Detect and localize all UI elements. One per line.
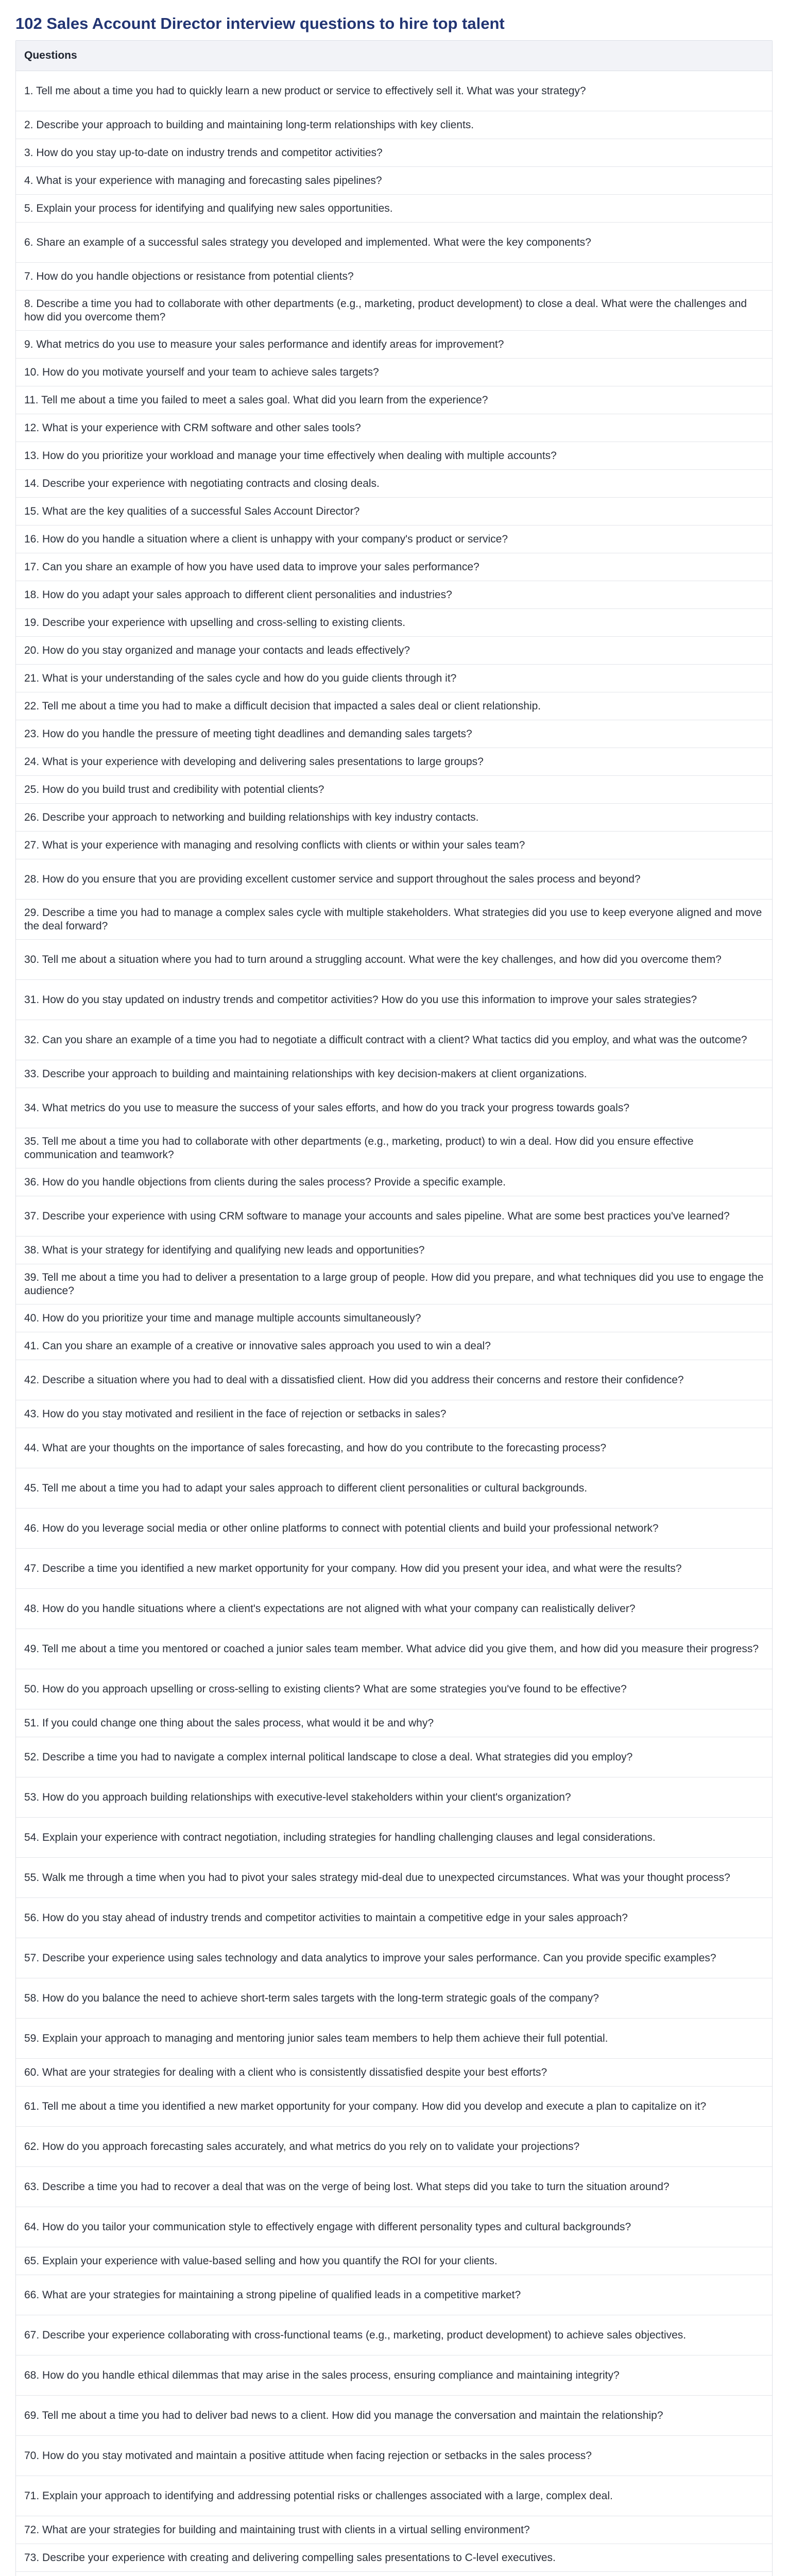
- table-row: [16, 1128, 772, 1168]
- table-row: [16, 720, 772, 748]
- question-text: 55. Walk me through a time when you had to pivot your sales strategy mid-deal due to unexpected circumstances. What was your thought process?: [24, 1871, 730, 1884]
- question-text: 28. How do you ensure that you are providing excellent customer service and support throughout the sales process and beyond?: [24, 873, 641, 885]
- table-row: [16, 1168, 772, 1196]
- table-row: [16, 900, 772, 940]
- question-text: 4. What is your experience with managing and forecasting sales pipelines?: [24, 174, 382, 187]
- question-text: 8. Describe a time you had to collaborate with other departments (e.g., marketing, product development) to close a deal. What were the challenges and how did you overcome them?: [24, 297, 747, 323]
- question-text: 54. Explain your experience with contract negotiation, including strategies for handling challenging clauses and legal considerations.: [24, 1831, 656, 1843]
- question-text: 61. Tell me about a time you identified a new market opportunity for your company. How did you develop and execute a plan to capitalize on it?: [24, 2100, 707, 2112]
- question-text: 41. Can you share an example of a creative or innovative sales approach you used to win a deal?: [24, 1340, 491, 1352]
- question-text: 52. Describe a time you had to navigate a complex internal political landscape to close a deal. What strategies did you employ?: [24, 1751, 633, 1763]
- table-row: [16, 442, 772, 470]
- table-row: [16, 1428, 772, 1468]
- table-row: [16, 1509, 772, 1549]
- table-row: [16, 2315, 772, 2355]
- table-row: [16, 470, 772, 498]
- table-row: [16, 940, 772, 980]
- table-row: [16, 1709, 772, 1737]
- question-text: 13. How do you prioritize your workload and manage your time effectively when dealing with multiple accounts?: [24, 449, 557, 462]
- table-row: [16, 1669, 772, 1709]
- table-row: [16, 859, 772, 900]
- table-row: [16, 498, 772, 526]
- question-text: 69. Tell me about a time you had to deliver bad news to a client. How did you manage the conversation and maintain the relationship?: [24, 2409, 663, 2421]
- table-row: [16, 111, 772, 139]
- question-text: 63. Describe a time you had to recover a deal that was on the verge of being lost. What steps did you take to turn the situation around?: [24, 2180, 670, 2193]
- table-row: [16, 637, 772, 665]
- questions-table: [15, 40, 773, 2576]
- table-row: [16, 2476, 772, 2516]
- table-row: [16, 1549, 772, 1589]
- question-text: 22. Tell me about a time you had to make a difficult decision that impacted a sales deal or client relationship.: [24, 700, 541, 712]
- question-text: 57. Describe your experience using sales technology and data analytics to improve your sales performance. Can you provide specific examples?: [24, 1952, 716, 1964]
- table-row: [16, 1737, 772, 1777]
- table-row: [16, 359, 772, 386]
- question-text: 51. If you could change one thing about the sales process, what would it be and why?: [24, 1717, 434, 1729]
- question-text: 43. How do you stay motivated and resilient in the face of rejection or setbacks in sales?: [24, 1408, 447, 1420]
- table-row: [16, 386, 772, 414]
- table-row: [16, 1777, 772, 1818]
- table-row: [16, 2127, 772, 2167]
- question-text: 7. How do you handle objections or resistance from potential clients?: [24, 270, 354, 282]
- question-text: 10. How do you motivate yourself and your team to achieve sales targets?: [24, 366, 379, 378]
- question-text: 65. Explain your experience with value-based selling and how you quantify the ROI for your clients.: [24, 2255, 498, 2267]
- table-row: [16, 2544, 772, 2572]
- table-row: [16, 2516, 772, 2544]
- question-text: 38. What is your strategy for identifying and qualifying new leads and opportunities?: [24, 1244, 425, 1256]
- table-row: [16, 1332, 772, 1360]
- table-row: [16, 1818, 772, 1858]
- table-row: [16, 553, 772, 581]
- table-row: [16, 2436, 772, 2476]
- question-text: 2. Describe your approach to building and maintaining long-term relationships with key clients.: [24, 118, 474, 131]
- question-text: 39. Tell me about a time you had to deliver a presentation to a large group of people. How did you prepare, and what techniques did you use to engage the audience?: [24, 1271, 764, 1297]
- table-row: [16, 1020, 772, 1060]
- table-row: [16, 665, 772, 692]
- question-text: 47. Describe a time you identified a new market opportunity for your company. How did you present your idea, and what were the results?: [24, 1562, 682, 1574]
- table-row: [16, 195, 772, 223]
- question-text: 18. How do you adapt your sales approach to different client personalities and industries?: [24, 588, 452, 601]
- table-row: [16, 139, 772, 167]
- question-text: 25. How do you build trust and credibility with potential clients?: [24, 783, 324, 795]
- table-row: [16, 331, 772, 359]
- table-row: [16, 581, 772, 609]
- table-row: [16, 1304, 772, 1332]
- question-text: 35. Tell me about a time you had to collaborate with other departments (e.g., marketing, product) to win a deal. How did you ensure effective communication and teamwork?: [24, 1135, 694, 1161]
- table-row: [16, 980, 772, 1020]
- question-text: 31. How do you stay updated on industry trends and competitor activities? How do you use this information to improve your sales strategies?: [24, 993, 697, 1006]
- question-text: 68. How do you handle ethical dilemmas that may arise in the sales process, ensuring compliance and maintaining integrity?: [24, 2369, 620, 2381]
- table-row: [16, 1898, 772, 1938]
- table-row: [16, 1236, 772, 1264]
- question-text: 50. How do you approach upselling or cross-selling to existing clients? What are some strategies you've found to be effective?: [24, 1683, 627, 1695]
- table-row: [16, 2167, 772, 2207]
- question-text: 70. How do you stay motivated and maintain a positive attitude when facing rejection or setbacks in the sales process?: [24, 2449, 592, 2462]
- question-text: 11. Tell me about a time you failed to meet a sales goal. What did you learn from the experience?: [24, 394, 488, 406]
- question-text: 45. Tell me about a time you had to adapt your sales approach to different client personalities or cultural backgrounds.: [24, 1482, 588, 1494]
- question-text: 44. What are your thoughts on the importance of sales forecasting, and how do you contribute to the forecasting process?: [24, 1442, 607, 1454]
- table-body: [16, 71, 772, 2576]
- question-text: 64. How do you tailor your communication style to effectively engage with different personality types and cultural backgrounds?: [24, 2221, 631, 2233]
- table-row: [16, 2019, 772, 2059]
- question-text: 5. Explain your process for identifying and qualifying new sales opportunities.: [24, 202, 393, 214]
- table-row: [16, 223, 772, 263]
- question-text: 71. Explain your approach to identifying and addressing potential risks or challenges associated with a large, complex deal.: [24, 2489, 613, 2502]
- question-text: 29. Describe a time you had to manage a complex sales cycle with multiple stakeholders. What strategies did you use to keep everyone aligned and move the deal forward?: [24, 906, 762, 932]
- question-text: 66. What are your strategies for maintaining a strong pipeline of qualified leads in a competitive market?: [24, 2289, 521, 2301]
- question-text: 1. Tell me about a time you had to quickly learn a new product or service to effectively sell it. What was your strategy?: [24, 84, 586, 97]
- question-text: 46. How do you leverage social media or other online platforms to connect with potential clients and build your professional network?: [24, 1522, 659, 1534]
- question-text: 14. Describe your experience with negotiating contracts and closing deals.: [24, 477, 380, 489]
- table-row: [16, 167, 772, 195]
- table-row: [16, 832, 772, 859]
- question-text: 32. Can you share an example of a time you had to negotiate a difficult contract with a client? What tactics did you employ, and what was the outcome?: [24, 1033, 747, 1046]
- question-text: 72. What are your strategies for building and maintaining trust with clients in a virtual selling environment?: [24, 2523, 530, 2536]
- question-text: 49. Tell me about a time you mentored or coached a junior sales team member. What advice did you give them, and how did you measure their progress?: [24, 1642, 759, 1655]
- question-text: 26. Describe your approach to networking and building relationships with key industry contacts.: [24, 811, 479, 823]
- table-row: [16, 1589, 772, 1629]
- table-row: [16, 263, 772, 291]
- table-row: [16, 1060, 772, 1088]
- table-row: [16, 1468, 772, 1509]
- question-text: 20. How do you stay organized and manage your contacts and leads effectively?: [24, 644, 410, 656]
- table-row: [16, 1360, 772, 1400]
- table-row: [16, 1264, 772, 1304]
- table-row: [16, 2059, 772, 2087]
- table-row: [16, 609, 772, 637]
- question-text: 53. How do you approach building relationships with executive-level stakeholders within your client's organization?: [24, 1791, 571, 1803]
- question-text: 15. What are the key qualities of a successful Sales Account Director?: [24, 505, 360, 517]
- table-row: [16, 776, 772, 804]
- table-row: [16, 2275, 772, 2315]
- table-row: [16, 1400, 772, 1428]
- question-text: 6. Share an example of a successful sales strategy you developed and implemented. What were the key components?: [24, 236, 591, 248]
- question-text: 36. How do you handle objections from clients during the sales process? Provide a specific example.: [24, 1176, 506, 1188]
- table-row: [16, 1196, 772, 1236]
- question-text: 12. What is your experience with CRM software and other sales tools?: [24, 421, 361, 434]
- table-row: [16, 804, 772, 832]
- question-text: 33. Describe your approach to building and maintaining relationships with key decision-makers at client organizations.: [24, 1067, 587, 1080]
- question-text: 3. How do you stay up-to-date on industry trends and competitor activities?: [24, 146, 383, 159]
- question-text: 24. What is your experience with developing and delivering sales presentations to large groups?: [24, 755, 484, 768]
- question-text: 62. How do you approach forecasting sales accurately, and what metrics do you rely on to validate your projections?: [24, 2140, 580, 2153]
- question-text: 40. How do you prioritize your time and manage multiple accounts simultaneously?: [24, 1312, 421, 1324]
- question-text: 16. How do you handle a situation where a client is unhappy with your company's product or service?: [24, 533, 508, 545]
- table-row: [16, 2087, 772, 2127]
- table-row: [16, 2396, 772, 2436]
- table-row: [16, 1938, 772, 1978]
- question-text: 48. How do you handle situations where a client's expectations are not aligned with what your company can realistically deliver?: [24, 1602, 636, 1615]
- question-text: 56. How do you stay ahead of industry trends and competitor activities to maintain a competitive edge in your sales approach?: [24, 1911, 628, 1924]
- question-text: 17. Can you share an example of how you have used data to improve your sales performance?: [24, 561, 479, 573]
- page-title: 102 Sales Account Director interview questions to hire top talent: [15, 14, 505, 32]
- table-row: [16, 1858, 772, 1898]
- table-row: [16, 291, 772, 331]
- table-row: [16, 414, 772, 442]
- table-row: [16, 1629, 772, 1669]
- question-text: 19. Describe your experience with upselling and cross-selling to existing clients.: [24, 616, 406, 629]
- table-row: [16, 2207, 772, 2247]
- question-text: 34. What metrics do you use to measure the success of your sales efforts, and how do you track your progress towards goals?: [24, 1101, 630, 1114]
- question-text: 21. What is your understanding of the sales cycle and how do you guide clients through it?: [24, 672, 457, 684]
- question-text: 9. What metrics do you use to measure your sales performance and identify areas for improvement?: [24, 338, 504, 350]
- table-row: [16, 692, 772, 720]
- question-text: 23. How do you handle the pressure of meeting tight deadlines and demanding sales targets?: [24, 727, 472, 740]
- table-row: [16, 71, 772, 111]
- table-row: [16, 1978, 772, 2019]
- table-header: Questions: [16, 41, 772, 71]
- table-row: [16, 526, 772, 553]
- question-text: 37. Describe your experience with using CRM software to manage your accounts and sales pipeline. What are some best practices you've learned?: [24, 1210, 730, 1222]
- question-text: 73. Describe your experience with creating and delivering compelling sales presentations to C-level executives.: [24, 2551, 556, 2564]
- table-row: [16, 748, 772, 776]
- question-text: 42. Describe a situation where you had to deal with a dissatisfied client. How did you address their concerns and restore their confidence?: [24, 1374, 684, 1386]
- question-text: 30. Tell me about a situation where you had to turn around a struggling account. What were the key challenges, and how did you overcome them?: [24, 953, 722, 965]
- table-row: [16, 2247, 772, 2275]
- table-row: [16, 2355, 772, 2396]
- table-row: [16, 2572, 772, 2576]
- question-text: 67. Describe your experience collaborating with cross-functional teams (e.g., marketing, product development) to achieve sales objectives.: [24, 2329, 687, 2341]
- table-row: [16, 1088, 772, 1128]
- question-text: 58. How do you balance the need to achieve short-term sales targets with the long-term strategic goals of the company?: [24, 1992, 599, 2004]
- question-text: 59. Explain your approach to managing and mentoring junior sales team members to help them achieve their full potential.: [24, 2032, 608, 2044]
- question-text: 27. What is your experience with managing and resolving conflicts with clients or within your sales team?: [24, 839, 525, 851]
- question-text: 60. What are your strategies for dealing with a client who is consistently dissatisfied despite your best efforts?: [24, 2066, 547, 2078]
